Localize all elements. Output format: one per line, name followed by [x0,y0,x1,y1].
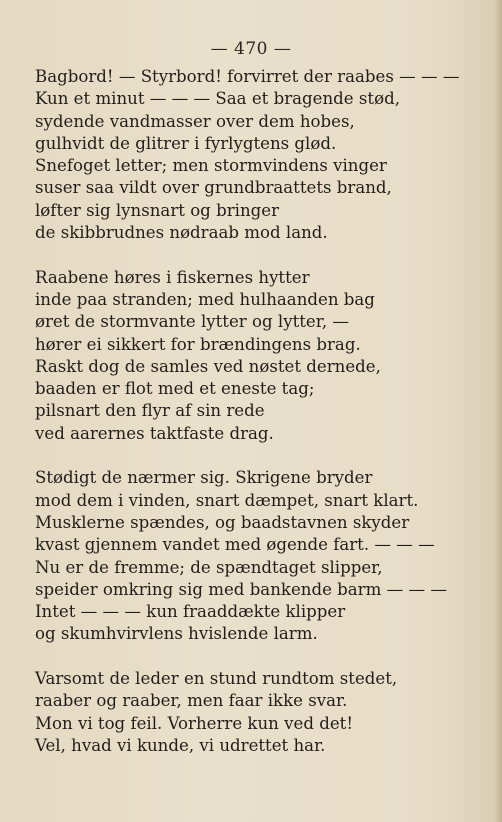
poem-line: inde paa stranden; med hulhaanden bag [35,289,375,309]
poem-text [35,66,485,780]
poem-line: Bagbord! — Styrbord! forvirret der raabes — — — [35,67,460,86]
poem-line: Raabene høres i fiskernes hytter [35,267,310,287]
poem-line: suser saa vildt over grundbraattets brand, [35,178,392,198]
poem-line: speider omkring sig med bankende barm — — — [35,579,447,599]
poem-line: sydende vandmasser over dem hobes, [35,111,355,131]
page-number: — 470 — [210,39,292,59]
poem-line: gulhvidt de glitrer i fyrlygtens glød. [35,133,337,153]
poem-line: Vel, hvad vi kunde, vi udrettet har. [35,735,326,755]
poem-line: Varsomt de leder en stund rundtom stedet, [35,669,398,689]
stanza-4 [35,668,485,757]
poem-line: kvast gjennem vandet med øgende fart. — — — [35,535,435,555]
poem-line: Musklerne spændes, og baadstavnen skyder [35,512,410,532]
poem-line: hører ei sikkert for brændingens brag. [35,334,361,354]
stanza-2 [35,267,485,445]
poem-line: de skibbrudnes nødraab mod land. [35,223,328,243]
poem-line: øret de stormvante lytter og lytter, — [35,312,349,332]
poem-line: raaber og raaber, men faar ikke svar. [35,691,348,711]
poem-line: Raskt dog de samles ved nøstet dernede, [35,356,381,376]
poem-line: Intet — — — kun fraaddækte klipper [35,602,346,622]
poem-line: mod dem i vinden, snart dæmpet, snart klart. [35,490,419,510]
poem-line: Snefoget letter; men stormvindens vinger [35,156,387,176]
poem-line: Stødigt de nærmer sig. Skrigene bryder [35,468,373,488]
stanza-3 [35,467,485,645]
poem-line: pilsnart den flyr af sin rede [35,401,265,421]
poem-line: Nu er de fremme; de spændtaget slipper, [35,557,383,577]
poem-line: baaden er flot med et eneste tag; [35,379,315,399]
poem-line: og skumhvirvlens hvislende larm. [35,624,318,644]
poem-line: Kun et minut — — — Saa et bragende stød, [35,89,400,109]
poem-line: løfter sig lynsnart og bringer [35,200,280,220]
page-edge-shadow [494,0,502,822]
stanza-1 [35,66,485,244]
poem-line: ved aarernes taktfaste drag. [35,423,274,443]
poem-line: Mon vi tog feil. Vorherre kun ved det! [35,713,354,733]
